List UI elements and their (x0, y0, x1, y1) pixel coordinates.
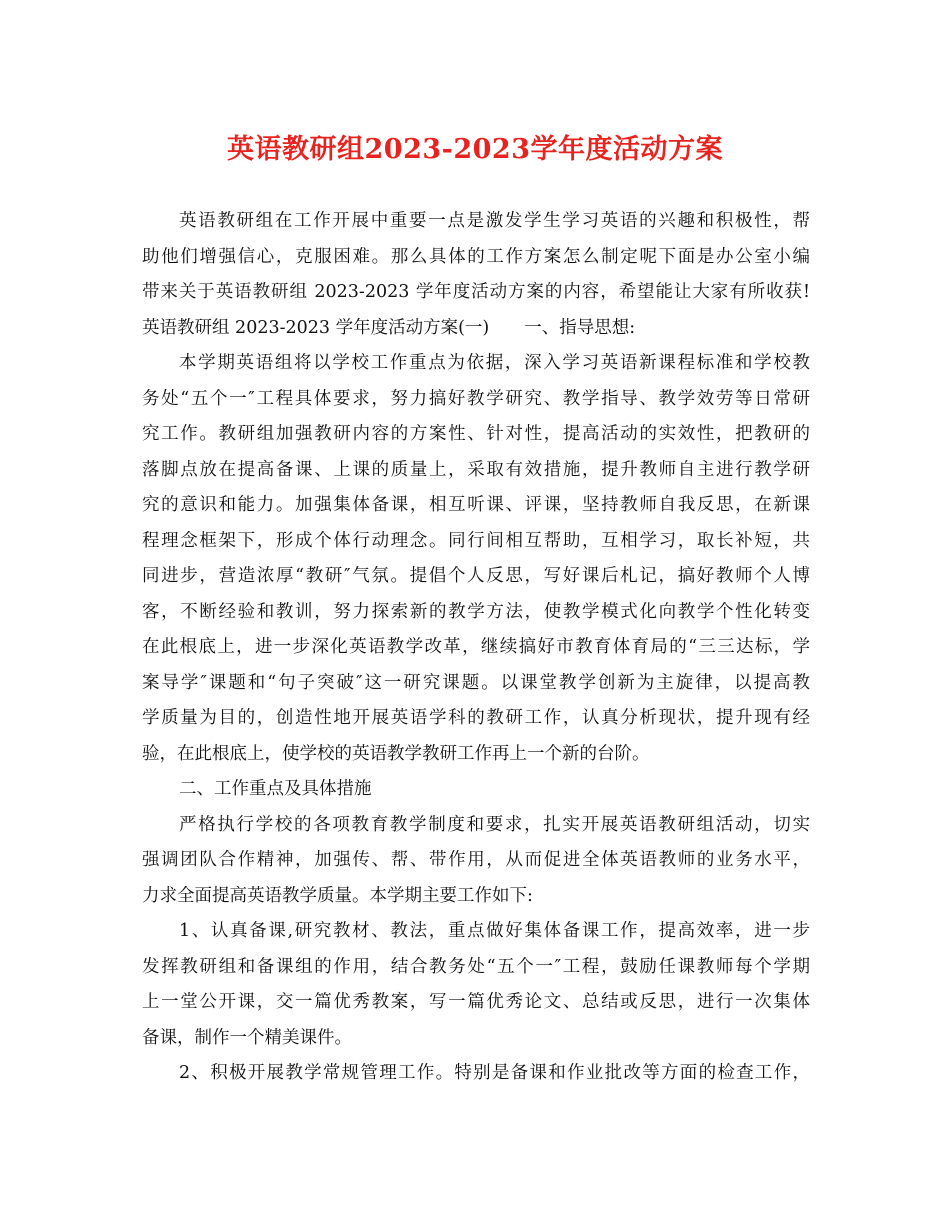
paragraph-line: 上一堂公开课，交一篇优秀教案，写一篇优秀论文、总结或反思，进行一次集体 (142, 992, 810, 1012)
paragraph-line: 落脚点放在提高备课、上课的质量上，采取有效措施，提升教师自主进行教学研 (142, 459, 810, 480)
paragraph-line: 究工作。教研组加强教研内容的方案性、针对性，提高活动的实效性，把教研的 (142, 424, 810, 444)
paragraph-line: 同进步，营造浓厚“教研″气氛。提倡个人反思，写好课后札记，搞好教师个人博 (142, 566, 810, 586)
paragraph-line: 本学期英语组将以学校工作重点为依据，深入学习英语新课程标准和学校教 (179, 353, 810, 373)
paragraph-line: 究的意识和能力。加强集体备课，相互听课、评课，坚持教师自我反思，在新课 (142, 495, 810, 515)
paragraph-line: 备课，制作一个精美课件。 (142, 1027, 352, 1048)
paragraph-line: 验，在此根底上，使学校的英语教学教研工作再上一个新的台阶。 (142, 743, 650, 764)
paragraph-line: 1、认真备课,研究教材、教法，重点做好集体备课工作，提高效率，进一步 (179, 921, 810, 941)
paragraph-line: 在此根底上，进一步深化英语教学改革，继续搞好市教育体育局的“三三达标，学 (142, 637, 810, 657)
paragraph-line: 2、积极开展教学常规管理工作。特别是备课和作业批改等方面的检查工作， (179, 1063, 810, 1083)
paragraph-line: 发挥教研组和备课组的作用，结合教务处“五个一″工程，鼓励任课教师每个学期 (142, 956, 810, 977)
paragraph-line: 学质量为目的，创造性地开展英语学科的教研工作，认真分析现状，提升现有经 (142, 708, 810, 728)
paragraph-line: 力求全面提高英语教学质量。本学期主要工作如下: (142, 885, 533, 906)
paragraph-line: 强调团队合作精神，加强传、帮、带作用，从而促进全体英语教师的业务水平， (142, 850, 810, 870)
document-body (142, 204, 810, 1092)
paragraph-line: 带来关于英语教研组 2023-2023 学年度活动方案的内容，希望能让大家有所收获! (142, 282, 810, 302)
paragraph-line: 英语教研组在工作开展中重要一点是激发学生学习英语的兴趣和积极性，帮 (179, 211, 810, 231)
document-title: 英语教研组2023-2023学年度活动方案 (227, 134, 723, 165)
paragraph-line: 严格执行学校的各项教育教学制度和要求，扎实开展英语教研组活动，切实 (179, 814, 810, 835)
paragraph-line: 务处“五个一″工程具体要求，努力搞好教学研究、教学指导、教学效劳等日常研 (142, 388, 810, 409)
paragraph-line: 英语教研组 2023-2023 学年度活动方案(一) 一、指导思想: (142, 317, 636, 338)
paragraph-line: 助他们增强信心，克服困难。那么具体的工作方案怎么制定呢下面是办公室小编 (142, 246, 810, 267)
paragraph-line: 案导学″课题和“句子突破″这一研究课题。以课堂教学创新为主旋律，以提高教 (142, 672, 810, 693)
paragraph-line: 客，不断经验和教训，努力探索新的教学方法，使教学模式化向教学个性化转变 (142, 601, 810, 622)
paragraph-line: 程理念框架下，形成个体行动理念。同行间相互帮助，互相学习，取长补短，共 (142, 530, 810, 551)
section-heading: 二、工作重点及具体措施 (179, 779, 372, 799)
